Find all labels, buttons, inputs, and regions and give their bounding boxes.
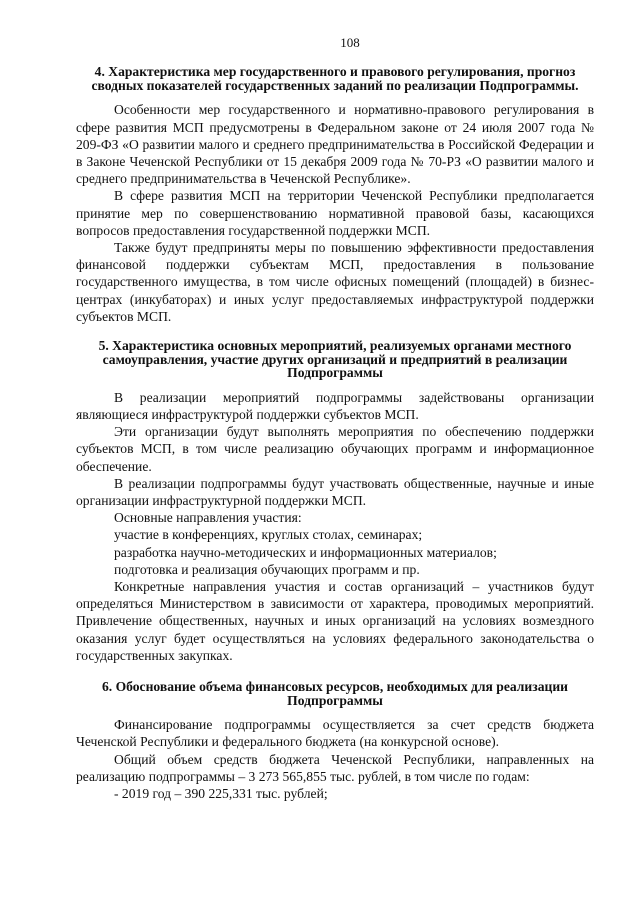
- section-5-paragraph-2: Эти организации будут выполнять мероприятия по обеспечению поддержки субъектов МСП, в том числе реализацию обучающих программ и информационное обеспечение.: [76, 424, 594, 474]
- section-4-paragraph-2: В сфере развития МСП на территории Чеченской Республики предполагается принятие мер по совершенствованию нормативной правовой базы, касающихся вопросов предоставления государственной поддержки МСП.: [76, 188, 594, 238]
- section-4-heading: 4. Характеристика мер государственного и правового регулирования, прогноз сводных показателей государственных заданий по реализации Подпрограммы.: [91, 64, 579, 93]
- section-4: [76, 65, 594, 325]
- section-5-heading: 5. Характеристика основных мероприятий, реализуемых органами местного самоуправления, участие других организаций и предприятий в реализации Подпрограммы: [98, 338, 572, 381]
- section-6: [76, 680, 594, 802]
- document-page: [76, 34, 594, 802]
- section-5: [76, 339, 594, 664]
- section-6-heading: 6. Обоснование объема финансовых ресурсов, необходимых для реализации Подпрограммы: [101, 679, 569, 708]
- section-4-paragraph-3: Также будут предприняты меры по повышению эффективности предоставления финансовой поддержки субъектам МСП, предоставления в пользование государственного имущества, в том числе офисных помещений (площадей) в бизнес-центрах (инкубаторах) и иных услуг предоставляемых инфраструктурой поддержки субъектов МСП.: [76, 240, 594, 324]
- section-6-paragraph-2: Общий объем средств бюджета Чеченской Республики, направленных на реализацию подпрограммы – 3 273 565,855 тыс. рублей, в том числе по годам:: [76, 751, 594, 784]
- section-5-paragraph-1: В реализации мероприятий подпрограммы задействованы организации являющиеся инфраструктурой поддержки субъектов МСП.: [76, 389, 594, 423]
- section-5-paragraph-4: Основные направления участия:: [114, 510, 302, 526]
- direction-item-1: участие в конференциях, круглых столах, семинарах;: [114, 527, 423, 543]
- year-item-2019: - 2019 год – 390 225,331 тыс. рублей;: [114, 786, 328, 802]
- page-number: 108: [340, 35, 360, 50]
- section-6-paragraph-1: Финансирование подпрограммы осуществляется за счет средств бюджета Чеченской Республики и федерального бюджета (на конкурсной основе).: [76, 717, 594, 750]
- direction-item-2: разработка научно-методических и информационных материалов;: [114, 544, 497, 560]
- section-4-paragraph-1: Особенности мер государственного и нормативно-правового регулирования в сфере развития МСП предусмотрены в Федеральном законе от 24 июля 2007 года № 209-ФЗ «О развитии малого и среднего предпринимательства в Российской Федерации и в Законе Чеченской Республики от 15 декабря 2009 года № 70-РЗ «О развитии малого и среднего предпринимательства в Чеченской Республике».: [76, 102, 594, 187]
- section-5-paragraph-3: В реализации подпрограммы будут участвовать общественные, научные и иные организации инфраструктурной поддержки МСП.: [76, 475, 594, 509]
- section-5-closing-paragraph: Конкретные направления участия и состав организаций – участников будут определяться Министерством в зависимости от характера, проводимых мероприятий. Привлечение общественных, научных и иных организаций на условиях возмездного оказания услуг будет осуществляться на условиях федерального законодательства о государственных закупках.: [76, 579, 594, 663]
- direction-item-3: подготовка и реализация обучающих программ и пр.: [114, 561, 420, 577]
